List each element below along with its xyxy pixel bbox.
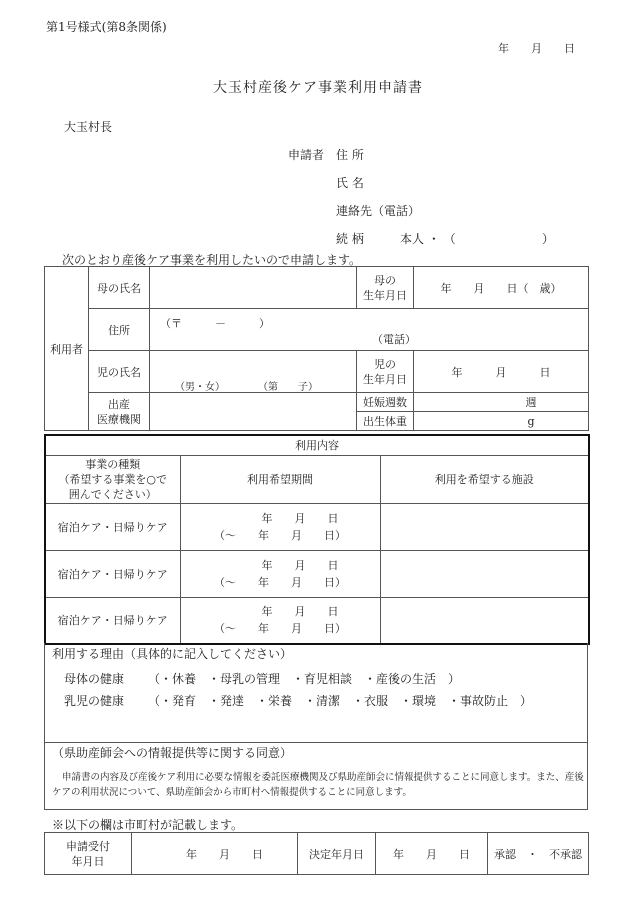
child-name-field[interactable] bbox=[150, 351, 357, 393]
usage-period[interactable] bbox=[180, 503, 380, 550]
usage-section-title: 利用内容 bbox=[45, 435, 589, 455]
consent-body: 申請書の内容及び産後ケア利用に必要な情報を委託医療機関及び県助産師会に情報提供することに同意します。また、産後ケアの利用状況について、県助産師会から市町村へ情報提供することに同意します。 bbox=[52, 772, 584, 798]
form-number: 第1号様式(第8条関係) bbox=[46, 20, 167, 34]
phone-label: （電話） bbox=[372, 333, 416, 346]
page-title: 大玉村産後ケア事業利用申請書 bbox=[213, 80, 423, 96]
period-to: （～ 年 月 日） bbox=[214, 622, 346, 636]
usage-row bbox=[45, 597, 589, 644]
child-order: （第 子） bbox=[258, 382, 318, 393]
approval-field[interactable]: 承認 ・ 不承認 bbox=[488, 833, 589, 875]
intro-text: 次のとおり産後ケア事業を利用したいので申請します。 bbox=[62, 253, 362, 267]
child-birth-field[interactable]: 年 月 日 bbox=[414, 351, 589, 393]
user-table bbox=[44, 266, 589, 431]
reason-title: 利用する理由（具体的に記入してください） bbox=[52, 647, 293, 661]
usage-row bbox=[45, 550, 589, 597]
office-note: ※以下の欄は市町村が記載します。 bbox=[52, 818, 244, 832]
usage-facility[interactable] bbox=[380, 503, 589, 550]
applicant-relation-label: 続 柄 bbox=[336, 232, 364, 246]
birth-weight-label: 出生体重 bbox=[357, 412, 414, 431]
child-sex: （男・女） bbox=[175, 382, 225, 393]
period-to: （～ 年 月 日） bbox=[214, 528, 346, 542]
mother-birth-field[interactable]: 年 月 日（ 歳） bbox=[414, 267, 589, 309]
address-label: 住所 bbox=[89, 309, 150, 351]
mother-name-field[interactable] bbox=[150, 267, 357, 309]
period-from: 年 月 日 bbox=[261, 511, 339, 525]
reason-infant-items[interactable]: （・発育 ・発達 ・栄養 ・清潔 ・衣服 ・環境 ・事故防止 ） bbox=[148, 694, 533, 708]
gestation-label: 妊娠週数 bbox=[357, 393, 414, 412]
col-facility-header: 利用を希望する施設 bbox=[380, 455, 589, 503]
gestation-field[interactable]: 週 bbox=[414, 393, 589, 412]
period-from: 年 月 日 bbox=[261, 605, 339, 619]
usage-period[interactable] bbox=[180, 597, 380, 644]
addressee: 大玉村長 bbox=[64, 120, 113, 134]
period-from: 年 月 日 bbox=[261, 558, 339, 572]
applicant-relation-close: ） bbox=[542, 232, 555, 246]
usage-type[interactable]: 宿泊ケア・日帰りケア bbox=[45, 550, 180, 597]
received-label: 申請受付 年月日 bbox=[45, 833, 132, 875]
reason-mother-items[interactable]: （・休養 ・母乳の管理 ・育児相談 ・産後の生活 ） bbox=[148, 672, 461, 686]
applicant-label: 申請者 bbox=[288, 148, 325, 162]
reason-mother-label: 母体の健康 bbox=[64, 672, 125, 686]
user-row-header: 利用者 bbox=[45, 267, 89, 431]
consent-title: （県助産師会への情報提供等に関する同意） bbox=[52, 746, 293, 760]
mother-name-label: 母の氏名 bbox=[89, 267, 150, 309]
mother-birth-label: 母の 生年月日 bbox=[357, 267, 414, 309]
usage-facility[interactable] bbox=[380, 597, 589, 644]
decision-label: 決定年月日 bbox=[298, 833, 376, 875]
applicant-name-label: 氏 名 bbox=[336, 176, 364, 190]
usage-table bbox=[44, 434, 590, 645]
usage-row bbox=[45, 503, 589, 550]
usage-facility[interactable] bbox=[380, 550, 589, 597]
child-name-label: 児の氏名 bbox=[89, 351, 150, 393]
usage-type[interactable]: 宿泊ケア・日帰りケア bbox=[45, 503, 180, 550]
applicant-relation-value: 本人 ・ （ bbox=[400, 232, 456, 246]
applicant-contact-label: 連絡先（電話） bbox=[336, 204, 421, 218]
applicant-address-label: 住 所 bbox=[336, 148, 364, 162]
col-type-header: 事業の種類 （希望する事業を○で 囲んでください） bbox=[45, 455, 180, 503]
received-field[interactable]: 年 月 日 bbox=[132, 833, 298, 875]
usage-period[interactable] bbox=[180, 550, 380, 597]
office-table bbox=[44, 832, 589, 875]
reason-infant-label: 乳児の健康 bbox=[64, 694, 125, 708]
col-period-header: 利用希望期間 bbox=[180, 455, 380, 503]
birth-facility-field[interactable] bbox=[150, 393, 357, 431]
birth-weight-field[interactable]: g bbox=[414, 412, 589, 431]
child-birth-label: 児の 生年月日 bbox=[357, 351, 414, 393]
period-to: （～ 年 月 日） bbox=[214, 575, 346, 589]
postal-mark: （〒 － ） bbox=[160, 317, 270, 330]
usage-type[interactable]: 宿泊ケア・日帰りケア bbox=[45, 597, 180, 644]
header-date: 年 月 日 bbox=[498, 42, 575, 55]
decision-field[interactable]: 年 月 日 bbox=[376, 833, 488, 875]
birth-facility-label: 出産 医療機関 bbox=[89, 393, 150, 431]
consent-divider bbox=[44, 742, 588, 743]
address-field[interactable] bbox=[150, 309, 589, 351]
